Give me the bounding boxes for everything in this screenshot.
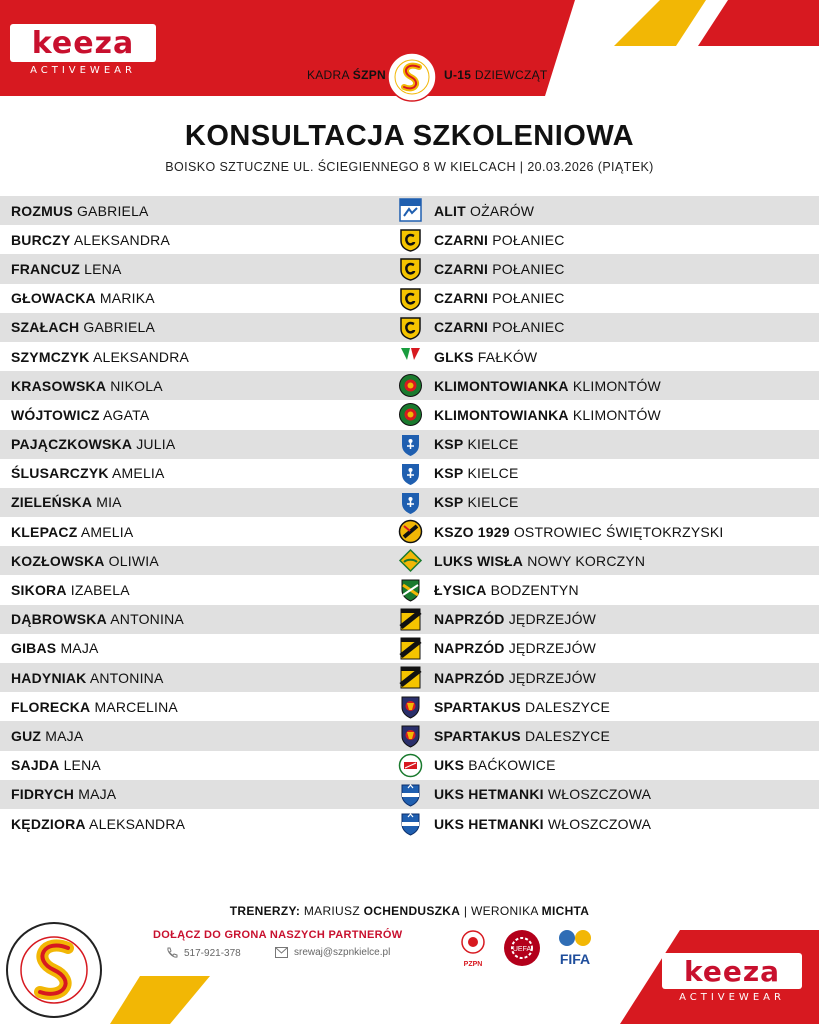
club-name-rest: BAĆKOWICE (468, 757, 556, 774)
player-row (0, 254, 819, 283)
player-firstname: ALEKSANDRA (89, 815, 186, 832)
player-name (11, 728, 83, 744)
club-name (434, 670, 596, 686)
player-firstname: MIA (96, 494, 122, 511)
player-surname: KLEPACZ (11, 523, 78, 540)
player-row (0, 371, 819, 400)
player-surname: ZIELEŃSKA (11, 494, 93, 511)
player-firstname: ANTONINA (89, 669, 164, 686)
club-name-bold: LUKS WISŁA (434, 552, 524, 569)
player-name (11, 232, 170, 248)
player-surname: WÓJTOWICZ (11, 406, 100, 423)
player-row (0, 575, 819, 604)
club-name-rest: DALESZYCE (524, 698, 610, 715)
coaches-line (0, 904, 819, 918)
player-surname: SZYMCZYK (11, 348, 90, 365)
club-name (434, 524, 724, 540)
luks-wisla-crest-icon (398, 548, 423, 573)
czarni-crest-icon (398, 286, 423, 311)
keeza-tagline-bottom: ACTIVEWEAR (679, 992, 785, 1003)
player-row (0, 605, 819, 634)
uefa-logo-icon (502, 928, 542, 968)
player-row (0, 634, 819, 663)
club-name (434, 494, 518, 510)
player-row (0, 780, 819, 809)
player-surname: FRANCUZ (11, 260, 81, 277)
club-name (434, 261, 565, 277)
player-row (0, 225, 819, 254)
partners-cta: DOŁĄCZ DO GRONA NASZYCH PARTNERÓW (153, 929, 403, 941)
coach1-first: MARIUSZ (303, 904, 360, 918)
club-name-rest: JĘDRZEJÓW (508, 611, 597, 628)
club-name-bold: UKS HETMANKI (434, 786, 544, 803)
player-name (11, 757, 101, 773)
player-firstname: MARIKA (99, 290, 155, 307)
club-name-bold: NAPRZÓD (434, 640, 505, 657)
keeza-logo-bottom (662, 953, 802, 1003)
czarni-crest-icon (398, 227, 423, 252)
player-name (11, 349, 189, 365)
spartakus-crest-icon (398, 723, 423, 748)
club-name (434, 728, 610, 744)
keeza-tagline: ACTIVEWEAR (30, 65, 136, 76)
player-name (11, 378, 163, 394)
lysica-crest-icon (398, 577, 423, 602)
club-name-rest: JĘDRZEJÓW (508, 640, 597, 657)
club-name-bold: KLIMONTOWIANKA (434, 377, 569, 394)
fifa-label: FIFA (559, 951, 591, 967)
club-name-bold: UKS (434, 757, 465, 774)
player-name (11, 465, 165, 481)
player-row (0, 342, 819, 371)
player-firstname: MARCELINA (94, 698, 178, 715)
ksp-crest-icon (398, 490, 423, 515)
player-firstname: OLIWIA (108, 552, 159, 569)
spartakus-crest-icon (398, 694, 423, 719)
club-name (434, 436, 518, 452)
kszo-crest-icon (398, 519, 423, 544)
player-surname: KĘDZIORA (11, 815, 86, 832)
club-name-bold: KSP (434, 436, 464, 453)
club-name-bold: CZARNI (434, 319, 489, 336)
club-name-rest: OSTROWIEC ŚWIĘTOKRZYSKI (513, 523, 724, 540)
player-surname: SIKORA (11, 582, 67, 599)
mail-icon (275, 947, 288, 958)
team-category: DZIEWCZĄT (474, 68, 548, 82)
player-firstname: AMELIA (112, 465, 165, 482)
player-firstname: GABRIELA (83, 319, 156, 336)
club-name (434, 290, 565, 306)
player-row (0, 751, 819, 780)
club-name (434, 786, 651, 802)
coach-separator: | (463, 904, 468, 918)
club-name-bold: SPARTAKUS (434, 698, 521, 715)
player-name (11, 524, 133, 540)
player-row (0, 488, 819, 517)
kadra-label (276, 68, 386, 82)
player-list (0, 196, 819, 838)
club-name-rest: POŁANIEC (492, 290, 565, 307)
fifa-logo-icon (554, 928, 596, 970)
player-firstname: LENA (84, 260, 122, 277)
mzks-alit-crest-icon (398, 198, 423, 223)
club-name-bold: KLIMONTOWIANKA (434, 406, 569, 423)
player-name (11, 436, 175, 452)
email-address: srewaj@szpnkielce.pl (294, 947, 391, 958)
hetmanki-crest-icon (398, 782, 423, 807)
club-name (434, 319, 565, 335)
club-name (434, 582, 579, 598)
club-name (434, 640, 596, 656)
player-name (11, 786, 116, 802)
player-firstname: ALEKSANDRA (73, 231, 171, 248)
club-name-bold: CZARNI (434, 260, 489, 277)
club-name-rest: POŁANIEC (492, 319, 565, 336)
kadra-text: KADRA (306, 68, 350, 82)
player-surname: PAJĄCZKOWSKA (11, 436, 133, 453)
player-row (0, 430, 819, 459)
club-name (434, 378, 661, 394)
club-name-bold: ALIT (434, 202, 466, 219)
player-firstname: MAJA (78, 786, 117, 803)
player-row (0, 663, 819, 692)
czarni-crest-icon (398, 256, 423, 281)
player-firstname: AGATA (102, 406, 150, 423)
contact-email (275, 947, 390, 958)
szpn-emblem-icon (387, 52, 437, 102)
club-name-rest: POŁANIEC (492, 231, 565, 248)
hetmanki-crest-icon (398, 811, 423, 836)
player-firstname: MAJA (60, 640, 99, 657)
club-name (434, 553, 645, 569)
player-name (11, 319, 155, 335)
player-row (0, 196, 819, 225)
page-title: KONSULTACJA SZKOLENIOWA (184, 120, 635, 152)
szpn-seal-icon (4, 920, 104, 1020)
keeza-wordmark: keeza (10, 24, 156, 62)
page-subtitle: BOISKO SZTUCZNE UL. ŚCIEGIENNEGO 8 W KIELCACH | 20.03.2026 (PIĄTEK) (165, 160, 654, 174)
player-row (0, 400, 819, 429)
player-firstname: MAJA (45, 727, 84, 744)
naprzod-crest-icon (398, 607, 423, 632)
uefa-label: UEFA (512, 946, 532, 953)
kadra-bold: ŚZPN (352, 68, 386, 82)
player-name (11, 640, 99, 656)
player-row (0, 459, 819, 488)
player-name (11, 582, 130, 598)
club-name-rest: BODZENTYN (490, 582, 579, 599)
club-name (434, 699, 610, 715)
coach2-first: WERONIKA (470, 904, 539, 918)
player-name (11, 699, 178, 715)
pzpn-logo-icon (458, 928, 488, 968)
pzpn-label: PZPN (463, 961, 483, 968)
ksp-crest-icon (398, 432, 423, 457)
uks-backowice-crest-icon (398, 753, 423, 778)
player-surname: ŚLUSARCZYK (11, 465, 109, 482)
naprzod-crest-icon (398, 636, 423, 661)
club-name-rest: NOWY KORCZYN (527, 552, 646, 569)
player-surname: ROZMUS (11, 202, 73, 219)
player-firstname: ANTONINA (110, 611, 184, 628)
club-name-bold: CZARNI (434, 231, 489, 248)
naprzod-crest-icon (398, 665, 423, 690)
phone-number: 517-921-378 (184, 947, 241, 959)
ksp-crest-icon (398, 461, 423, 486)
keeza-logo-top (10, 24, 156, 76)
player-firstname: LENA (63, 757, 101, 774)
player-name (11, 203, 149, 219)
player-surname: GIBAS (11, 640, 57, 657)
klimontowianka-crest-icon (398, 373, 423, 398)
czarni-crest-icon (398, 315, 423, 340)
player-name (11, 494, 122, 510)
club-name (434, 611, 596, 627)
player-surname: FLORECKA (11, 698, 91, 715)
player-surname: HADYNIAK (11, 669, 87, 686)
player-row (0, 546, 819, 575)
club-name (434, 203, 534, 219)
club-name-bold: GLKS (434, 348, 474, 365)
player-surname: GUZ (11, 727, 42, 744)
coaches-label: TRENERZY: (229, 904, 301, 918)
player-firstname: ALEKSANDRA (92, 348, 190, 365)
player-surname: DĄBROWSKA (11, 611, 107, 628)
club-name-rest: WŁOSZCZOWA (547, 815, 652, 832)
player-firstname: GABRIELA (76, 202, 149, 219)
player-row (0, 284, 819, 313)
coach1-last: OCHENDUSZKA (363, 904, 461, 918)
player-surname: FIDRYCH (11, 786, 75, 803)
player-surname: SZAŁACH (11, 319, 80, 336)
club-name-bold: NAPRZÓD (434, 611, 505, 628)
player-surname: KRASOWSKA (11, 377, 107, 394)
coach2-last: MICHTA (541, 904, 590, 918)
player-surname: SAJDA (11, 757, 60, 774)
keeza-wordmark-bottom: keeza (662, 953, 802, 989)
player-row (0, 692, 819, 721)
club-name (434, 816, 651, 832)
player-firstname: JULIA (136, 436, 176, 453)
player-surname: BURCZY (11, 231, 71, 248)
phone-icon (166, 947, 178, 959)
player-surname: KOZŁOWSKA (11, 552, 105, 569)
player-name (11, 261, 122, 277)
club-name-bold: UKS HETMANKI (434, 815, 544, 832)
club-name-rest: KIELCE (467, 465, 519, 482)
club-name (434, 349, 537, 365)
club-name (434, 465, 518, 481)
player-row (0, 721, 819, 750)
klimontowianka-crest-icon (398, 402, 423, 427)
club-name-rest: KLIMONTÓW (572, 377, 661, 394)
club-name-bold: NAPRZÓD (434, 669, 505, 686)
club-name (434, 232, 565, 248)
player-name (11, 290, 155, 306)
club-name-rest: KIELCE (467, 494, 519, 511)
player-firstname: AMELIA (80, 523, 134, 540)
club-name-bold: KSZO 1929 (434, 523, 510, 540)
club-name-rest: KIELCE (467, 436, 519, 453)
club-name-rest: OŻARÓW (470, 202, 535, 219)
club-name-rest: FAŁKÓW (477, 348, 538, 365)
contact-phone (166, 947, 241, 959)
team-label (444, 68, 548, 82)
club-name-bold: SPARTAKUS (434, 727, 521, 744)
club-name-bold: KSP (434, 494, 464, 511)
player-surname: GŁOWACKA (11, 290, 96, 307)
player-name (11, 670, 164, 686)
player-row (0, 517, 819, 546)
club-name-bold: KSP (434, 465, 464, 482)
club-name-rest: WŁOSZCZOWA (547, 786, 652, 803)
player-name (11, 407, 149, 423)
club-name (434, 757, 556, 773)
player-name (11, 553, 159, 569)
club-name-bold: ŁYSICA (434, 582, 487, 599)
club-name-bold: CZARNI (434, 290, 489, 307)
club-name-rest: POŁANIEC (492, 260, 565, 277)
club-name-rest: DALESZYCE (524, 727, 610, 744)
player-name (11, 816, 185, 832)
club-name-rest: JĘDRZEJÓW (508, 669, 597, 686)
player-row (0, 313, 819, 342)
player-row (0, 809, 819, 838)
team-age: U-15 (444, 68, 472, 82)
player-name (11, 611, 184, 627)
player-firstname: NIKOLA (110, 377, 163, 394)
club-name (434, 407, 661, 423)
glks-crest-icon (398, 344, 423, 369)
player-firstname: IZABELA (70, 582, 130, 599)
club-name-rest: KLIMONTÓW (572, 406, 661, 423)
